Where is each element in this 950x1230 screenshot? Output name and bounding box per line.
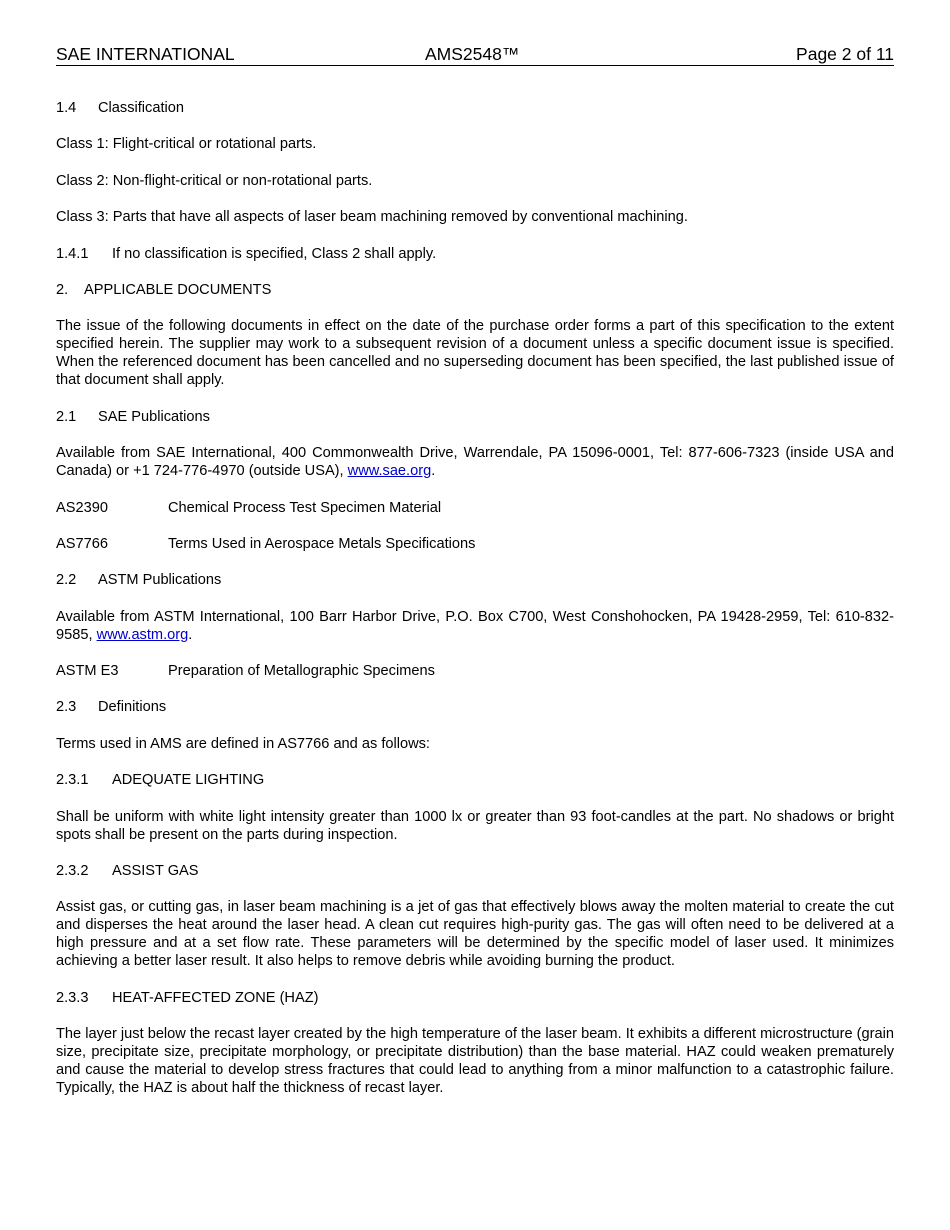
heading-2-3-3: 2.3.3 HEAT-AFFECTED ZONE (HAZ) bbox=[56, 989, 319, 1006]
haz-text: The layer just below the recast layer created by the high temperature of the laser beam. It exhibits a different microstructure (grain size, precipitate size, precipitate morphology, or precipitate distribution) than the base material. HAZ could weaken prematurely and cause the material to develop stress fractures that could lead to anything from a minor malfunction to a catastrophic failure. Typically, the HAZ is about half the thickness of recast layer. bbox=[56, 1026, 894, 1097]
header-page-number: Page 2 of 11 bbox=[796, 44, 894, 64]
header-doc-number: AMS2548™ bbox=[425, 44, 520, 64]
reference-code: AS2390 bbox=[56, 499, 108, 516]
heading-2-3-1: 2.3.1 ADEQUATE LIGHTING bbox=[56, 772, 265, 789]
class-2-text: Class 2: Non-flight-critical or non-rotational parts. bbox=[56, 172, 373, 189]
document-page bbox=[56, 44, 894, 1116]
astm-availability-text: Available from ASTM International, 100 Barr Harbor Drive, P.O. Box C700, West Conshohocken, PA 19428-2959, Tel: 610-832-9585, www.astm.org. bbox=[56, 608, 894, 643]
reference-row bbox=[56, 499, 894, 517]
clause-1-4-1: 1.4.1 If no classification is specified, Class 2 shall apply. bbox=[56, 245, 437, 262]
reference-title: Terms Used in Aerospace Metals Specifications bbox=[168, 535, 476, 552]
adequate-lighting-text: Shall be uniform with white light intensity greater than 1000 lx or greater than 93 foot-candles at the part. No shadows or bright spots shall be present on the parts during inspection. bbox=[56, 808, 894, 843]
astm-website-link[interactable]: www.astm.org bbox=[96, 626, 189, 643]
definitions-intro-text: Terms used in AMS are defined in AS7766 and as follows: bbox=[56, 735, 430, 752]
heading-2-1: 2.1 SAE Publications bbox=[56, 408, 210, 425]
reference-code: ASTM E3 bbox=[56, 663, 119, 680]
heading-2-3: 2.3 Definitions bbox=[56, 699, 167, 716]
reference-code: AS7766 bbox=[56, 535, 108, 552]
reference-row bbox=[56, 662, 894, 680]
page-body bbox=[56, 99, 894, 1097]
page-header bbox=[56, 44, 894, 66]
applicable-documents-text: The issue of the following documents in effect on the date of the purchase order forms a part of this specification to the extent specified herein. The supplier may work to a subsequent revision of a document unless a specific document issue is specified. When the referenced document has been cancelled and no superseding document has been specified, the last published issue of that document shall apply. bbox=[56, 318, 894, 389]
heading-2-3-2: 2.3.2 ASSIST GAS bbox=[56, 863, 199, 880]
sae-website-link[interactable]: www.sae.org bbox=[347, 463, 432, 480]
reference-row bbox=[56, 535, 894, 553]
class-3-text: Class 3: Parts that have all aspects of laser beam machining removed by conventional machining. bbox=[56, 209, 688, 226]
assist-gas-text: Assist gas, or cutting gas, in laser beam machining is a jet of gas that effectively blows away the molten material to create the cut and disperses the heat around the laser head. A clean cut requires high-purity gas. The gas will often need to be delivered at a high pressure and at a set flow rate. These parameters will be determined by the specific model of laser used. It minimizes achieving a better laser result. It also helps to remove debris while avoiding burning the product. bbox=[56, 899, 894, 970]
class-1-text: Class 1: Flight-critical or rotational parts. bbox=[56, 136, 317, 153]
sae-availability-text: Available from SAE International, 400 Commonwealth Drive, Warrendale, PA 15096-0001, Tel: 877-606-7323 (inside USA and Canada) or +1 724-776-4970 (outside USA), www.sae.org. bbox=[56, 445, 894, 480]
heading-2: 2. APPLICABLE DOCUMENTS bbox=[56, 281, 272, 298]
heading-2-2: 2.2 ASTM Publications bbox=[56, 572, 222, 589]
header-org: SAE INTERNATIONAL bbox=[56, 44, 235, 64]
heading-1-4: 1.4 Classification bbox=[56, 100, 184, 116]
reference-title: Preparation of Metallographic Specimens bbox=[168, 663, 435, 680]
reference-title: Chemical Process Test Specimen Material bbox=[168, 499, 442, 516]
